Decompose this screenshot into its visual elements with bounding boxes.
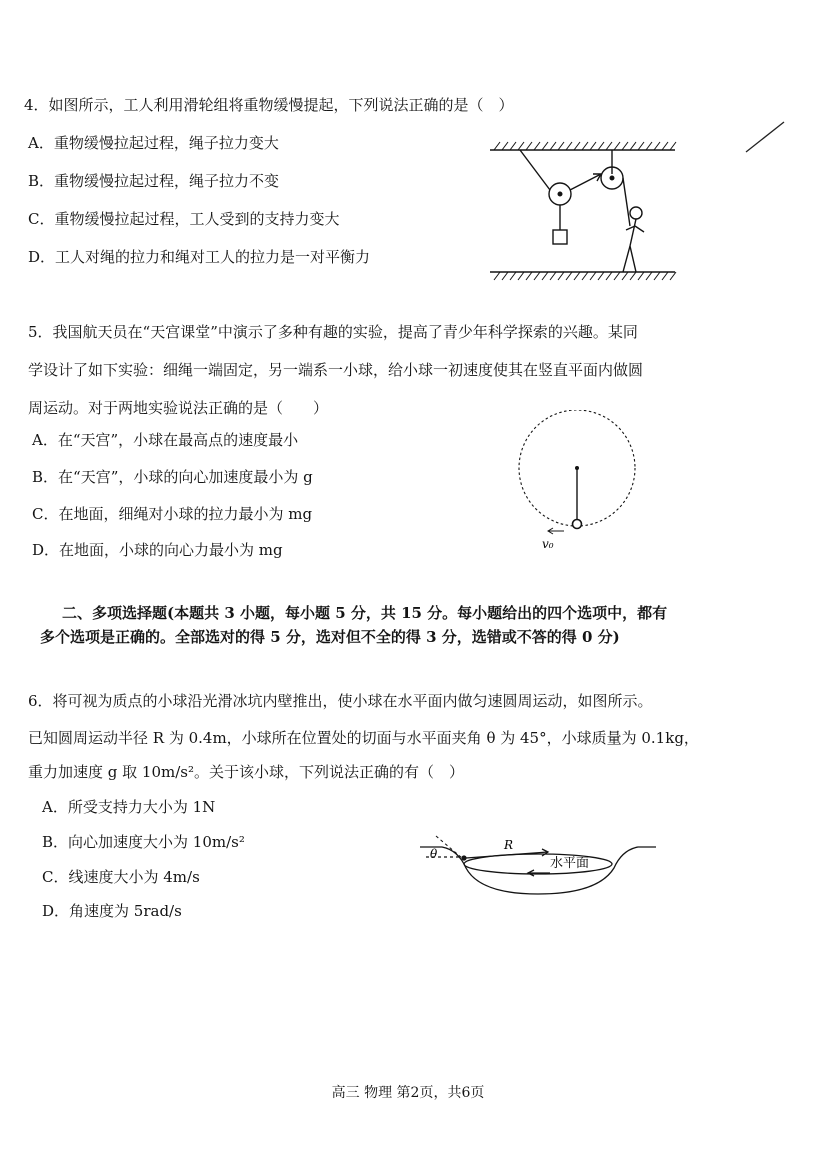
pulley-figure [480,138,690,286]
q5-stem-line-2: 学设计了如下实验：细绳一端固定，另一端系一小球，给小球一初速度使其在竖直平面内做圆 [28,361,644,379]
q6-option-a: A．所受支持力大小为 1N [42,798,216,816]
q6-stem-line-1: 6．将可视为质点的小球沿光滑冰坑内壁推出，使小球在水平面内做匀速圆周运动，如图所示。 [28,692,653,710]
q5-stem-line-3: 周运动。对于两地实验说法正确的是（ ） [28,399,329,417]
radius-label: R [504,838,514,852]
horizontal-plane-label: 水平面 [550,856,590,871]
q6-option-c: C．线速度大小为 4m/s [42,868,200,886]
q5-option-d: D．在地面，小球的向心力最小为 mg [32,541,283,559]
q4-stem: 4．如图所示，工人利用滑轮组将重物缓慢提起，下列说法正确的是（ ） [24,96,514,114]
q6-option-d: D．角速度为 5rad/s [42,902,182,920]
q5-option-b: B．在“天宫”，小球的向心加速度最小为 g [32,468,313,486]
q4-option-b: B．重物缓慢拉起过程，绳子拉力不变 [28,172,280,190]
v0-label: v₀ [542,537,554,551]
circular-motion-figure [512,410,642,555]
section-2-line-1: 二、多项选择题(本题共 3 小题，每小题 5 分，共 15 分。每小题给出的四个选项中，都有 [62,604,668,622]
pen-mark [744,120,786,154]
q6-stem-line-2: 已知圆周运动半径 R 为 0.4m，小球所在位置处的切面与水平面夹角 θ 为 45°，小球质量为 0.1kg， [28,729,699,747]
q6-stem-line-3: 重力加速度 g 取 10m/s²。关于该小球，下列说法正确的有（ ） [28,763,464,781]
q4-option-a: A．重物缓慢拉起过程，绳子拉力变大 [28,134,279,152]
q4-option-d: D．工人对绳的拉力和绳对工人的拉力是一对平衡力 [28,248,371,266]
q6-option-b: B．向心加速度大小为 10m/s² [42,833,245,851]
q4-option-c: C．重物缓慢拉起过程，工人受到的支持力变大 [28,210,340,228]
ice-pit-figure [418,828,663,900]
q5-stem-line-1: 5．我国航天员在“天宫课堂”中演示了多种有趣的实验，提高了青少年科学探索的兴趣。某同 [28,323,638,341]
q5-option-a: A．在“天宫”，小球在最高点的速度最小 [32,431,299,449]
q5-option-c: C．在地面，细绳对小球的拉力最小为 mg [32,505,313,523]
section-2-line-2: 多个选项是正确的。全部选对的得 5 分，选对但不全的得 3 分，选错或不答的得 0 分) [40,628,620,646]
page-footer: 高三 物理 第2页，共6页 [331,1085,485,1101]
theta-label: θ [430,847,438,861]
